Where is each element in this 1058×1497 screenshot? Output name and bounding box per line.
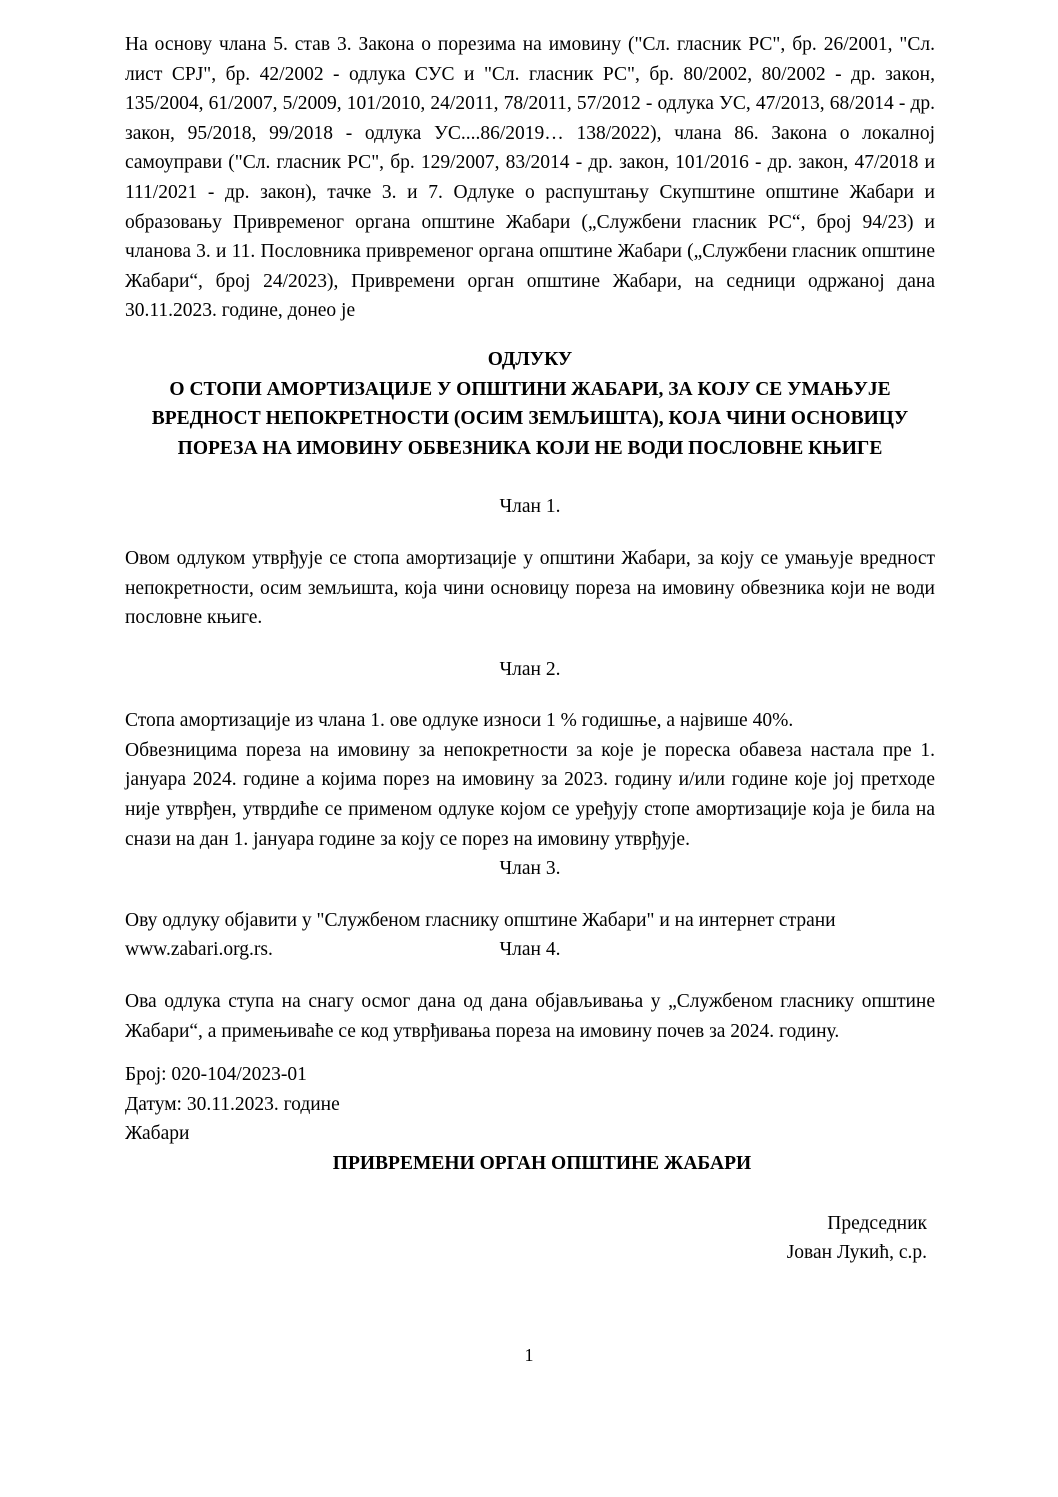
article-3-url-line [125,935,935,965]
article-2-body-second: Обвезницима пореза на имовину за непокретности за које је пореска обавеза настала пре 1. јануара 2024. године а којима порез на имовину за 2023. годину и/или године које јој претходе није утврђен, утврдиће се применом одлуке којом се уређују стопе амортизације која је била на снази на дан 1. јануара године за коју се порез на имовину утврђује. [125,739,935,850]
article-1-heading: Члан 1. [499,496,561,518]
article-4-heading: Члан 4. [499,939,561,961]
document-body [125,30,935,1268]
issuing-organ: ПРИВРЕМЕНИ ОРГАН ОПШТИНЕ ЖАБАРИ [332,1153,752,1174]
article-2-heading: Члан 2. [499,658,561,680]
spacer [125,1046,935,1060]
signer-name: Јован Лукић, с.р. [786,1242,927,1264]
article-4-body: Ова одлука ступа на снагу осмог дана од дана објављивања у „Службеном гласнику општине Жабари“, а примењиваће се код утврђивања пореза на имовину почев за 2024. годину. [125,991,935,1042]
article-3-body: Ову одлуку објавити у "Службеном гласнику општине Жабари" и на интернет страни [125,909,836,931]
page-number: 1 [524,1345,534,1365]
spacer [125,633,935,655]
decision-title-block [125,345,935,463]
preamble-paragraph: На основу члана 5. став 3. Закона о порезима на имовину ("Сл. гласник РС", бр. 26/2001, "Сл. лист СРЈ", бр. 42/2002 - одлука СУС и "Сл. гласник РС", бр. 80/2002, 80/2002 - др. закон, 135/2004, 61/2007, 5/2009, 101/2010, 24/2011, 78/2011, 57/2012 - одлука УС, 47/2013, 68/2014 - др. закон, 95/2018, 99/2018 - одлука УС....86/2019… 138/2022), члана 86. Закона о локалној самоуправи ("Сл. гласник РС", бр. 129/2007, 83/2014 - др. закон, 101/2016 - др. закон, 47/2018 и 111/2021 - др. закон), тачке 3. и 7. Одлуке о распуштању Скупштине општине Жабари и образовању Привременог органа општине Жабари („Службени гласник РС“, број 94/23) и чланова 3. и 11. Пословника привременог органа општине Жабари („Службени гласник општине Жабари“, број 24/2023), Привремени орган општине Жабари, на седници одржаној дана 30.11.2023. године, донео је [125,34,935,322]
document-date: Датум: 30.11.2023. године [125,1093,340,1115]
spacer [125,965,935,987]
signer-title: Председник [827,1212,927,1234]
spacer [125,522,935,544]
article-1-body: Овом одлуком утврђује се стопа амортизације у општини Жабари, за коју се умањује вредност непокретности, осим земљишта, која чини основицу пореза на имовину обвезника који не води пословне књиге. [125,547,935,629]
decision-title-subtitle: О СТОПИ АМОРТИЗАЦИЈЕ У ОПШТИНИ ЖАБАРИ, ЗА КОЈУ СЕ УМАЊУЈЕ ВРЕДНОСТ НЕПОКРЕТНОСТИ (ОСИМ ЗЕМЉИШТА), КОЈА ЧИНИ ОСНОВИЦУ ПОРЕЗА НА ИМОВИНУ ОБВЕЗНИКА КОЈИ НЕ ВОДИ ПОСЛОВНЕ КЊИГЕ [151,378,909,459]
article-2-body-first: Стопа амортизације из члана 1. ове одлуке износи 1 % годишње, а највише 40%. [125,710,794,732]
document-number: Број: 020-104/2023-01 [125,1064,307,1086]
spacer [125,884,935,906]
signature-block [125,1209,935,1268]
spacer [125,463,935,492]
official-website-url[interactable]: www.zabari.org.rs. [125,939,273,961]
document-place: Жабари [125,1123,190,1145]
spacer [125,684,935,706]
article-3-heading: Члан 3. [499,858,561,880]
decision-title-main: ОДЛУКУ [487,348,573,370]
